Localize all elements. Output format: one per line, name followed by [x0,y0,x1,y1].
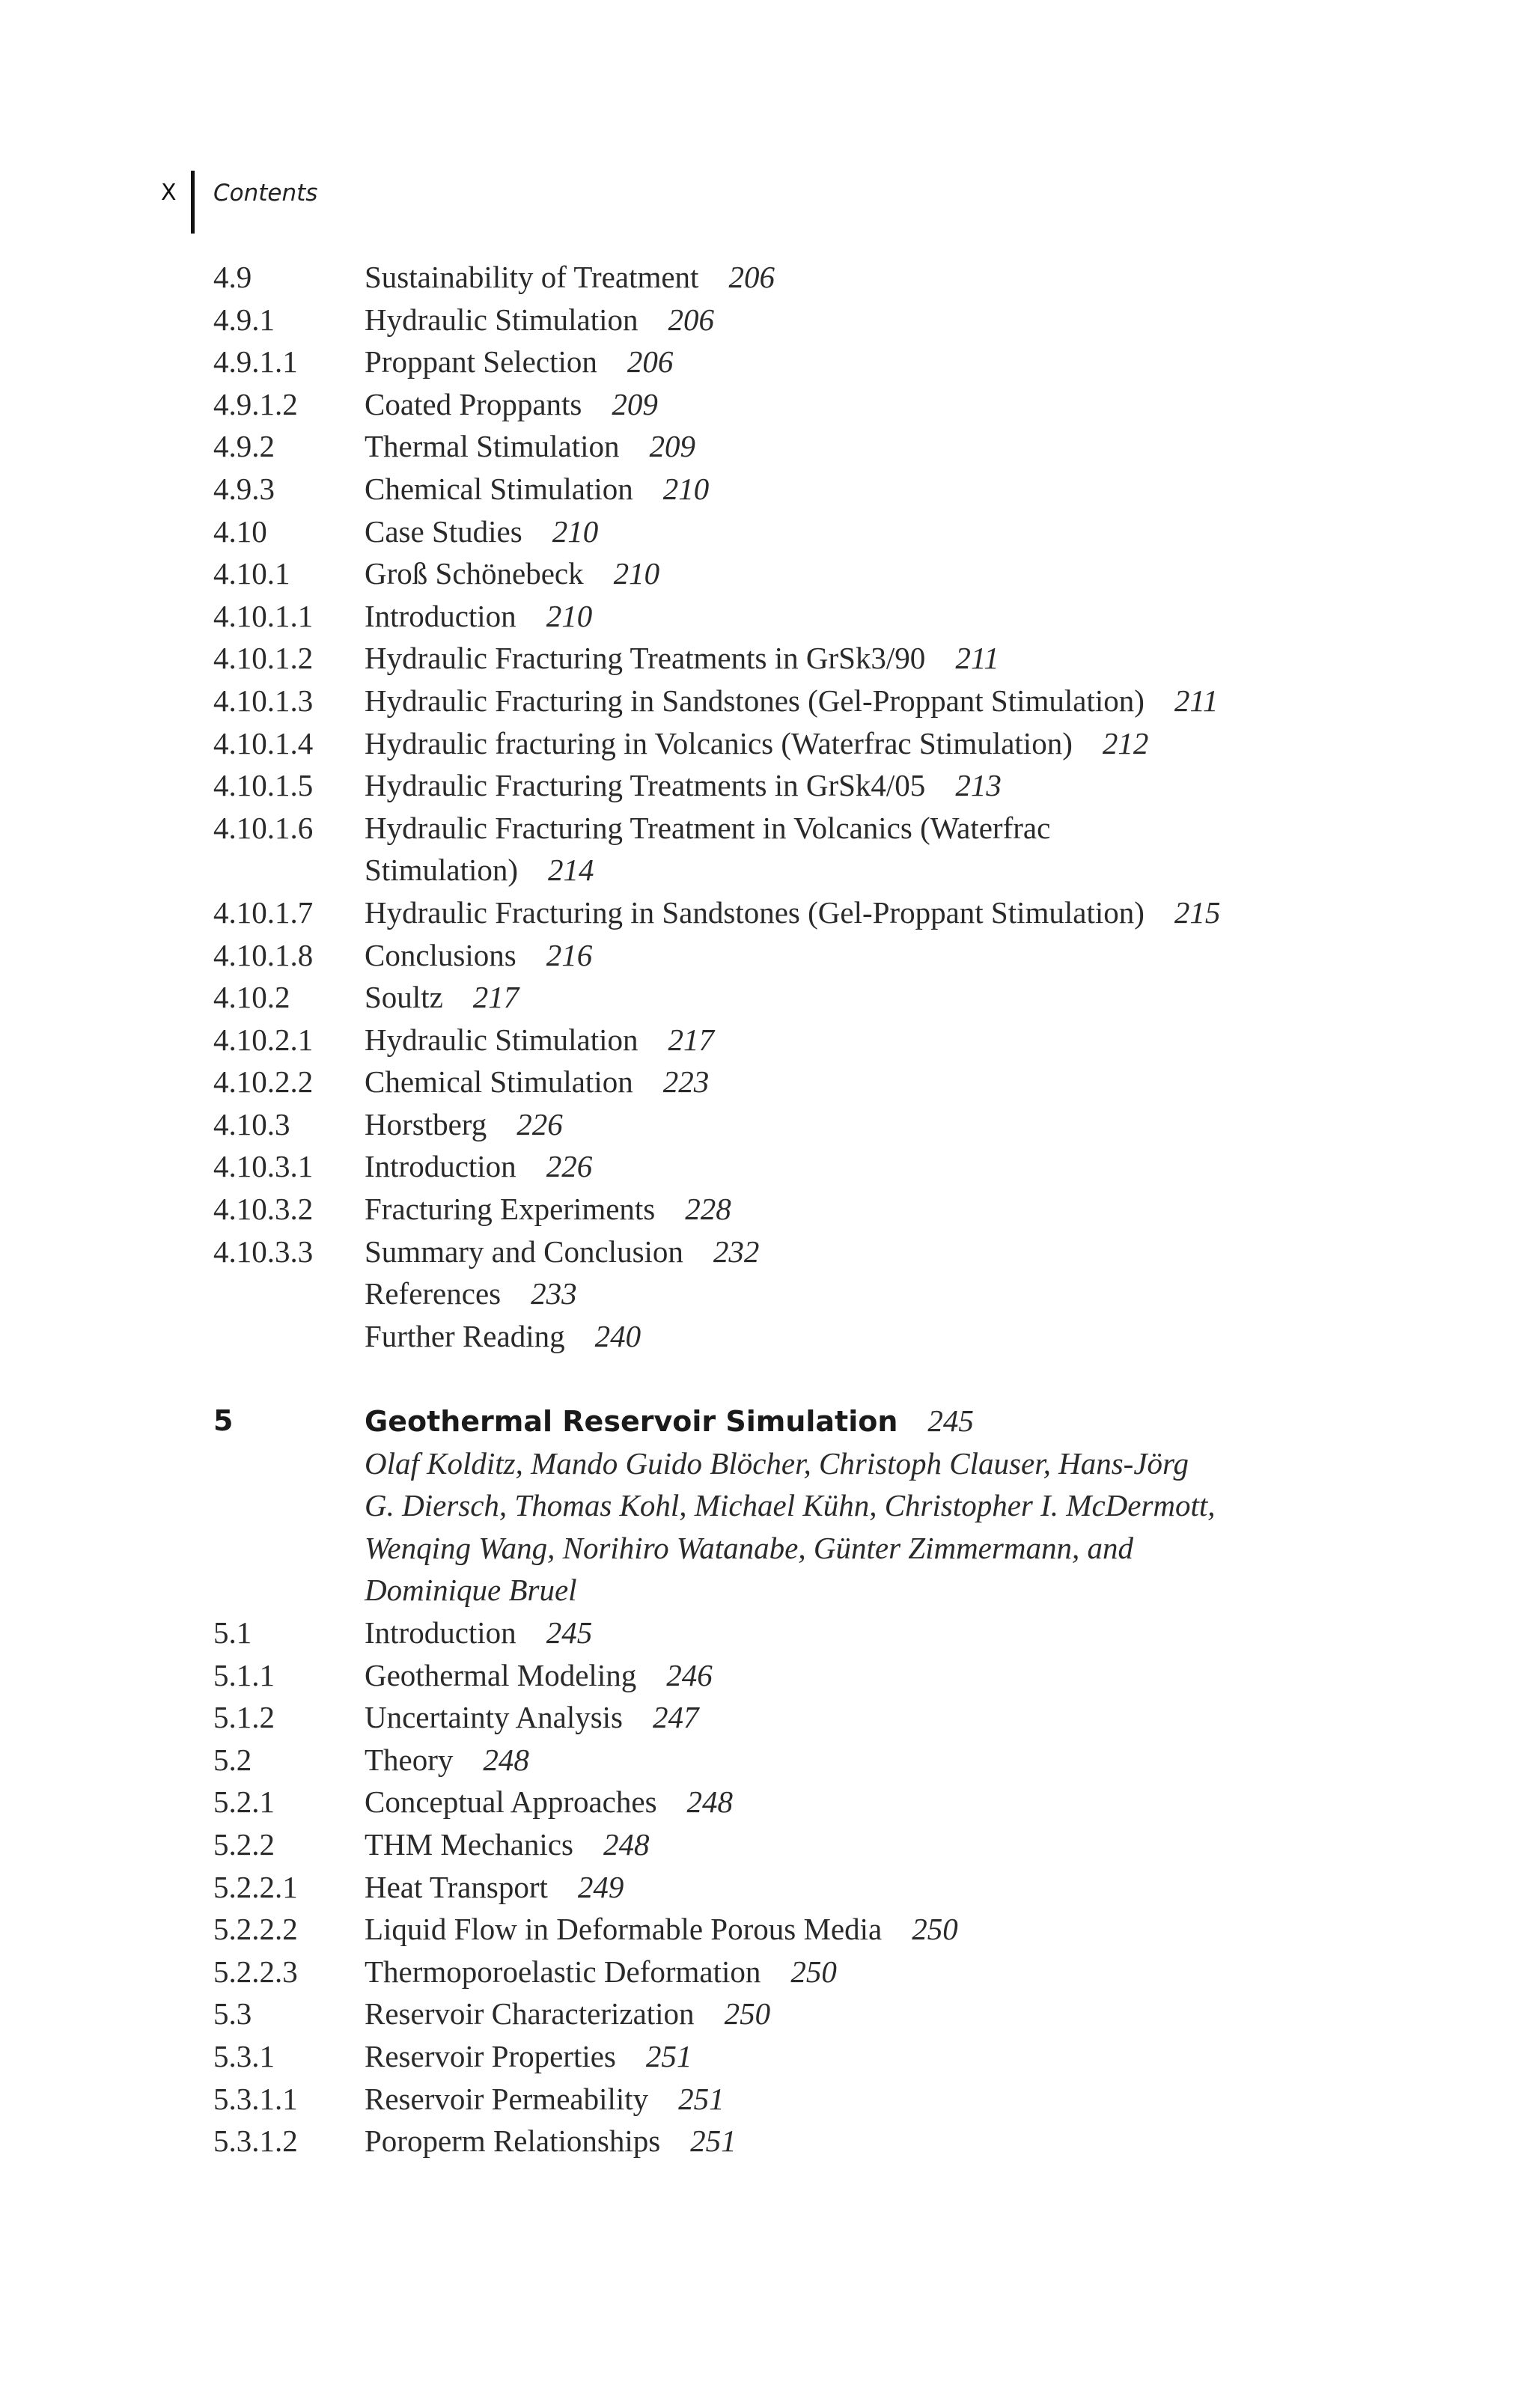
entry-title: Proppant Selection [365,344,597,380]
entry-number: 4.10.1.3 [213,683,314,718]
toc-chapter-entry [213,1400,1381,1442]
entry-page: 206 [728,260,775,294]
toc-entry [213,341,1381,383]
entry-page: 223 [662,1064,710,1100]
entry-title: Case Studies [365,513,522,549]
entry-number: 4.10.1.6 [213,810,314,845]
entry-number: 4.10.1.4 [213,725,314,760]
entry-number: 4.10.2.2 [213,1064,314,1100]
entry-title: Thermal Stimulation [365,429,620,464]
entry-title: Groß Schönebeck [365,556,584,591]
entry-title: Introduction [365,1149,516,1184]
toc-entry [213,1696,1381,1739]
entry-title: Conclusions [365,937,516,972]
toc-entry [213,1654,1381,1697]
entry-page: 210 [613,556,660,591]
entry-title: Introduction [365,1615,516,1650]
entry-page: 250 [912,1912,958,1947]
entry-title: Chemical Stimulation [365,471,633,506]
entry-title: Hydraulic Stimulation [365,1022,639,1057]
authors-line-4: Dominique Bruel [365,1573,577,1608]
entry-number: 4.10.1.5 [213,768,314,803]
toc-entry [213,1103,1381,1146]
entry-page: 226 [516,1106,563,1141]
entry-page: 215 [1174,894,1221,930]
entry-page: 248 [483,1742,529,1777]
entry-title: Fracturing Experiments [365,1192,656,1227]
entry-number: 5.2.2.1 [213,1869,298,1904]
entry-title-line-2: Stimulation) [365,853,518,888]
entry-title: Reservoir Properties [365,2038,616,2073]
entry-page: 248 [686,1784,734,1820]
entry-number: 4.10.1.7 [213,894,314,930]
authors-line-3: Wenqing Wang, Norihiro Watanabe, Günter Zimmermann, and [365,1530,1133,1565]
entry-number: 5.2.1 [213,1784,275,1820]
entry-title: THM Mechanics [365,1826,573,1862]
toc-entry [213,1315,1381,1358]
toc-entry [213,468,1381,510]
toc-entry [213,1019,1381,1061]
toc-entry [213,1993,1381,2035]
toc-block-chapter-5 [213,1612,1381,2162]
toc-entry [213,1823,1381,1866]
entry-number: 5.1.1 [213,1657,275,1692]
toc-entry [213,1231,1381,1273]
entry-number: 4.9 [213,260,252,294]
entry-number: 4.9.3 [213,471,275,506]
toc-block-chapter-4-part-2 [213,891,1381,1358]
toc-entry [213,891,1381,934]
entry-page: 213 [955,768,1002,803]
entry-page: 248 [603,1826,650,1862]
entry-page: 206 [627,344,674,380]
entry-page: 249 [577,1869,624,1904]
entry-page: 217 [668,1022,715,1057]
entry-number: 4.10.1.1 [213,598,314,633]
running-head: Contents [213,180,318,207]
toc-entry [213,1908,1381,1951]
toc-entry [213,595,1381,638]
entry-title: Soultz [365,980,443,1015]
entry-title: Summary and Conclusion [365,1234,683,1269]
entry-title: Thermoporoelastic Deformation [365,1954,761,1989]
entry-title: Reservoir Permeability [365,2081,649,2116]
entry-page: 247 [653,1700,699,1735]
toc-entry-continuation [213,849,1381,891]
chapter-authors-line [213,1442,1381,1485]
entry-page: 232 [713,1234,760,1269]
entry-title: Poroperm Relationships [365,2124,661,2159]
entry-number: 4.10.2 [213,980,290,1015]
entry-number: 4.9.1.1 [213,344,298,380]
entry-title: Heat Transport [365,1869,548,1904]
entry-title: Hydraulic Fracturing in Sandstones (Gel-Proppant Stimulation) [365,894,1145,930]
entry-page: 233 [531,1276,577,1311]
entry-title: Hydraulic Fracturing Treatments in GrSk3/90 [365,641,926,676]
toc-entry [213,1612,1381,1654]
chapter-authors-line [213,1484,1381,1527]
entry-title: Introduction [365,598,516,633]
toc-entry [213,2120,1381,2162]
toc-block-chapter-4-part-1 [213,256,1381,807]
entry-number: 5.1.2 [213,1700,275,1735]
toc-entry [213,1781,1381,1823]
entry-title: Uncertainty Analysis [365,1700,624,1735]
toc-entry [213,637,1381,680]
toc-entry [213,807,1381,850]
entry-number: 5.3 [213,1996,252,2031]
toc-entry [213,764,1381,807]
table-of-contents [213,256,1381,2162]
entry-number: 4.10.1.8 [213,937,314,972]
chapter-number: 5 [213,1404,234,1438]
toc-entry [213,256,1381,299]
toc-entry [213,383,1381,426]
entry-number: 5.2.2.2 [213,1912,298,1947]
entry-title: Coated Proppants [365,386,582,421]
toc-entry [213,510,1381,553]
entry-title: Conceptual Approaches [365,1784,657,1820]
entry-number: 5.3.1.1 [213,2081,298,2116]
entry-page: 251 [645,2038,692,2073]
entry-number: 5.2 [213,1742,252,1777]
entry-number: 4.9.2 [213,429,275,464]
entry-page: 250 [790,1954,837,1989]
toc-entry [213,934,1381,977]
entry-page: 211 [955,641,999,676]
entry-title: Horstberg [365,1106,487,1141]
entry-title: Hydraulic Fracturing in Sandstones (Gel-Proppant Stimulation) [365,683,1145,718]
entry-page: 210 [546,598,593,633]
entry-title: Theory [365,1742,454,1777]
toc-entry [213,680,1381,722]
entry-page: 245 [546,1615,593,1650]
entry-page: 246 [666,1657,713,1692]
entry-number: 4.9.1 [213,302,275,337]
toc-entry [213,2035,1381,2078]
entry-number: 4.10.2.1 [213,1022,314,1057]
entry-title: Reservoir Characterization [365,1996,695,2031]
entry-number: 4.9.1.2 [213,386,298,421]
entry-title: Sustainability of Treatment [365,260,699,294]
entry-number: 5.2.2 [213,1826,275,1862]
toc-entry [213,1866,1381,1909]
entry-number: 5.1 [213,1615,252,1650]
entry-title: Further Reading [365,1318,565,1353]
entry-title: Liquid Flow in Deformable Porous Media [365,1912,883,1947]
entry-title: Hydraulic Stimulation [365,302,639,337]
entry-number: 4.10.3.1 [213,1149,314,1184]
entry-page: 226 [546,1149,593,1184]
chapter-page: 245 [927,1403,974,1439]
chapter-title: Geothermal Reservoir Simulation [365,1405,898,1439]
toc-entry [213,2078,1381,2121]
entry-title: Hydraulic Fracturing Treatments in GrSk4/05 [365,768,926,803]
entry-page: 217 [472,980,519,1015]
entry-title-line-1: Hydraulic Fracturing Treatment in Volcanics (Waterfrac [365,810,1051,845]
entry-page: 209 [649,429,695,464]
entry-number: 4.10.1.2 [213,641,314,676]
entry-number: 4.10.3.3 [213,1234,314,1269]
entry-title: Geothermal Modeling [365,1657,637,1692]
entry-number: 4.10.1 [213,556,290,591]
entry-title: Chemical Stimulation [365,1064,633,1100]
toc-entry [213,1272,1381,1315]
entry-number: 4.10 [213,513,267,549]
page-number: X [161,180,177,206]
entry-number: 4.10.3.2 [213,1192,314,1227]
entry-page: 240 [594,1318,641,1353]
authors-line-1: Olaf Kolditz, Mando Guido Blöcher, Christoph Clauser, Hans-Jörg [365,1445,1189,1481]
entry-number: 5.3.1.2 [213,2124,298,2159]
entry-page: 251 [690,2124,737,2159]
entry-page: 251 [678,2081,725,2116]
entry-number: 4.10.3 [213,1106,290,1141]
header-rule [191,171,195,234]
toc-entry [213,1951,1381,1993]
entry-page: 210 [662,471,710,506]
entry-title: References [365,1276,502,1311]
toc-entry [213,299,1381,341]
toc-entry [213,552,1381,595]
entry-page: 211 [1174,683,1219,718]
entry-number: 5.2.2.3 [213,1954,298,1989]
toc-entry [213,1061,1381,1103]
entry-number: 5.3.1 [213,2038,275,2073]
entry-page: 214 [548,853,594,888]
chapter-authors-line [213,1569,1381,1612]
entry-page: 216 [546,937,593,972]
toc-entry [213,1188,1381,1231]
chapter-authors-line [213,1527,1381,1570]
entry-page: 212 [1102,725,1149,760]
entry-title: Hydraulic fracturing in Volcanics (Waterfrac Stimulation) [365,725,1073,760]
toc-entry [213,976,1381,1019]
toc-entry [213,425,1381,468]
entry-page: 250 [724,1996,771,2031]
entry-page: 210 [552,513,599,549]
toc-entry [213,1145,1381,1188]
authors-line-2: G. Diersch, Thomas Kohl, Michael Kühn, Christopher I. McDermott, [365,1488,1216,1523]
entry-page: 228 [685,1192,731,1227]
toc-entry [213,722,1381,765]
toc-entry [213,1739,1381,1781]
entry-page: 209 [612,386,658,421]
entry-page: 206 [668,302,715,337]
